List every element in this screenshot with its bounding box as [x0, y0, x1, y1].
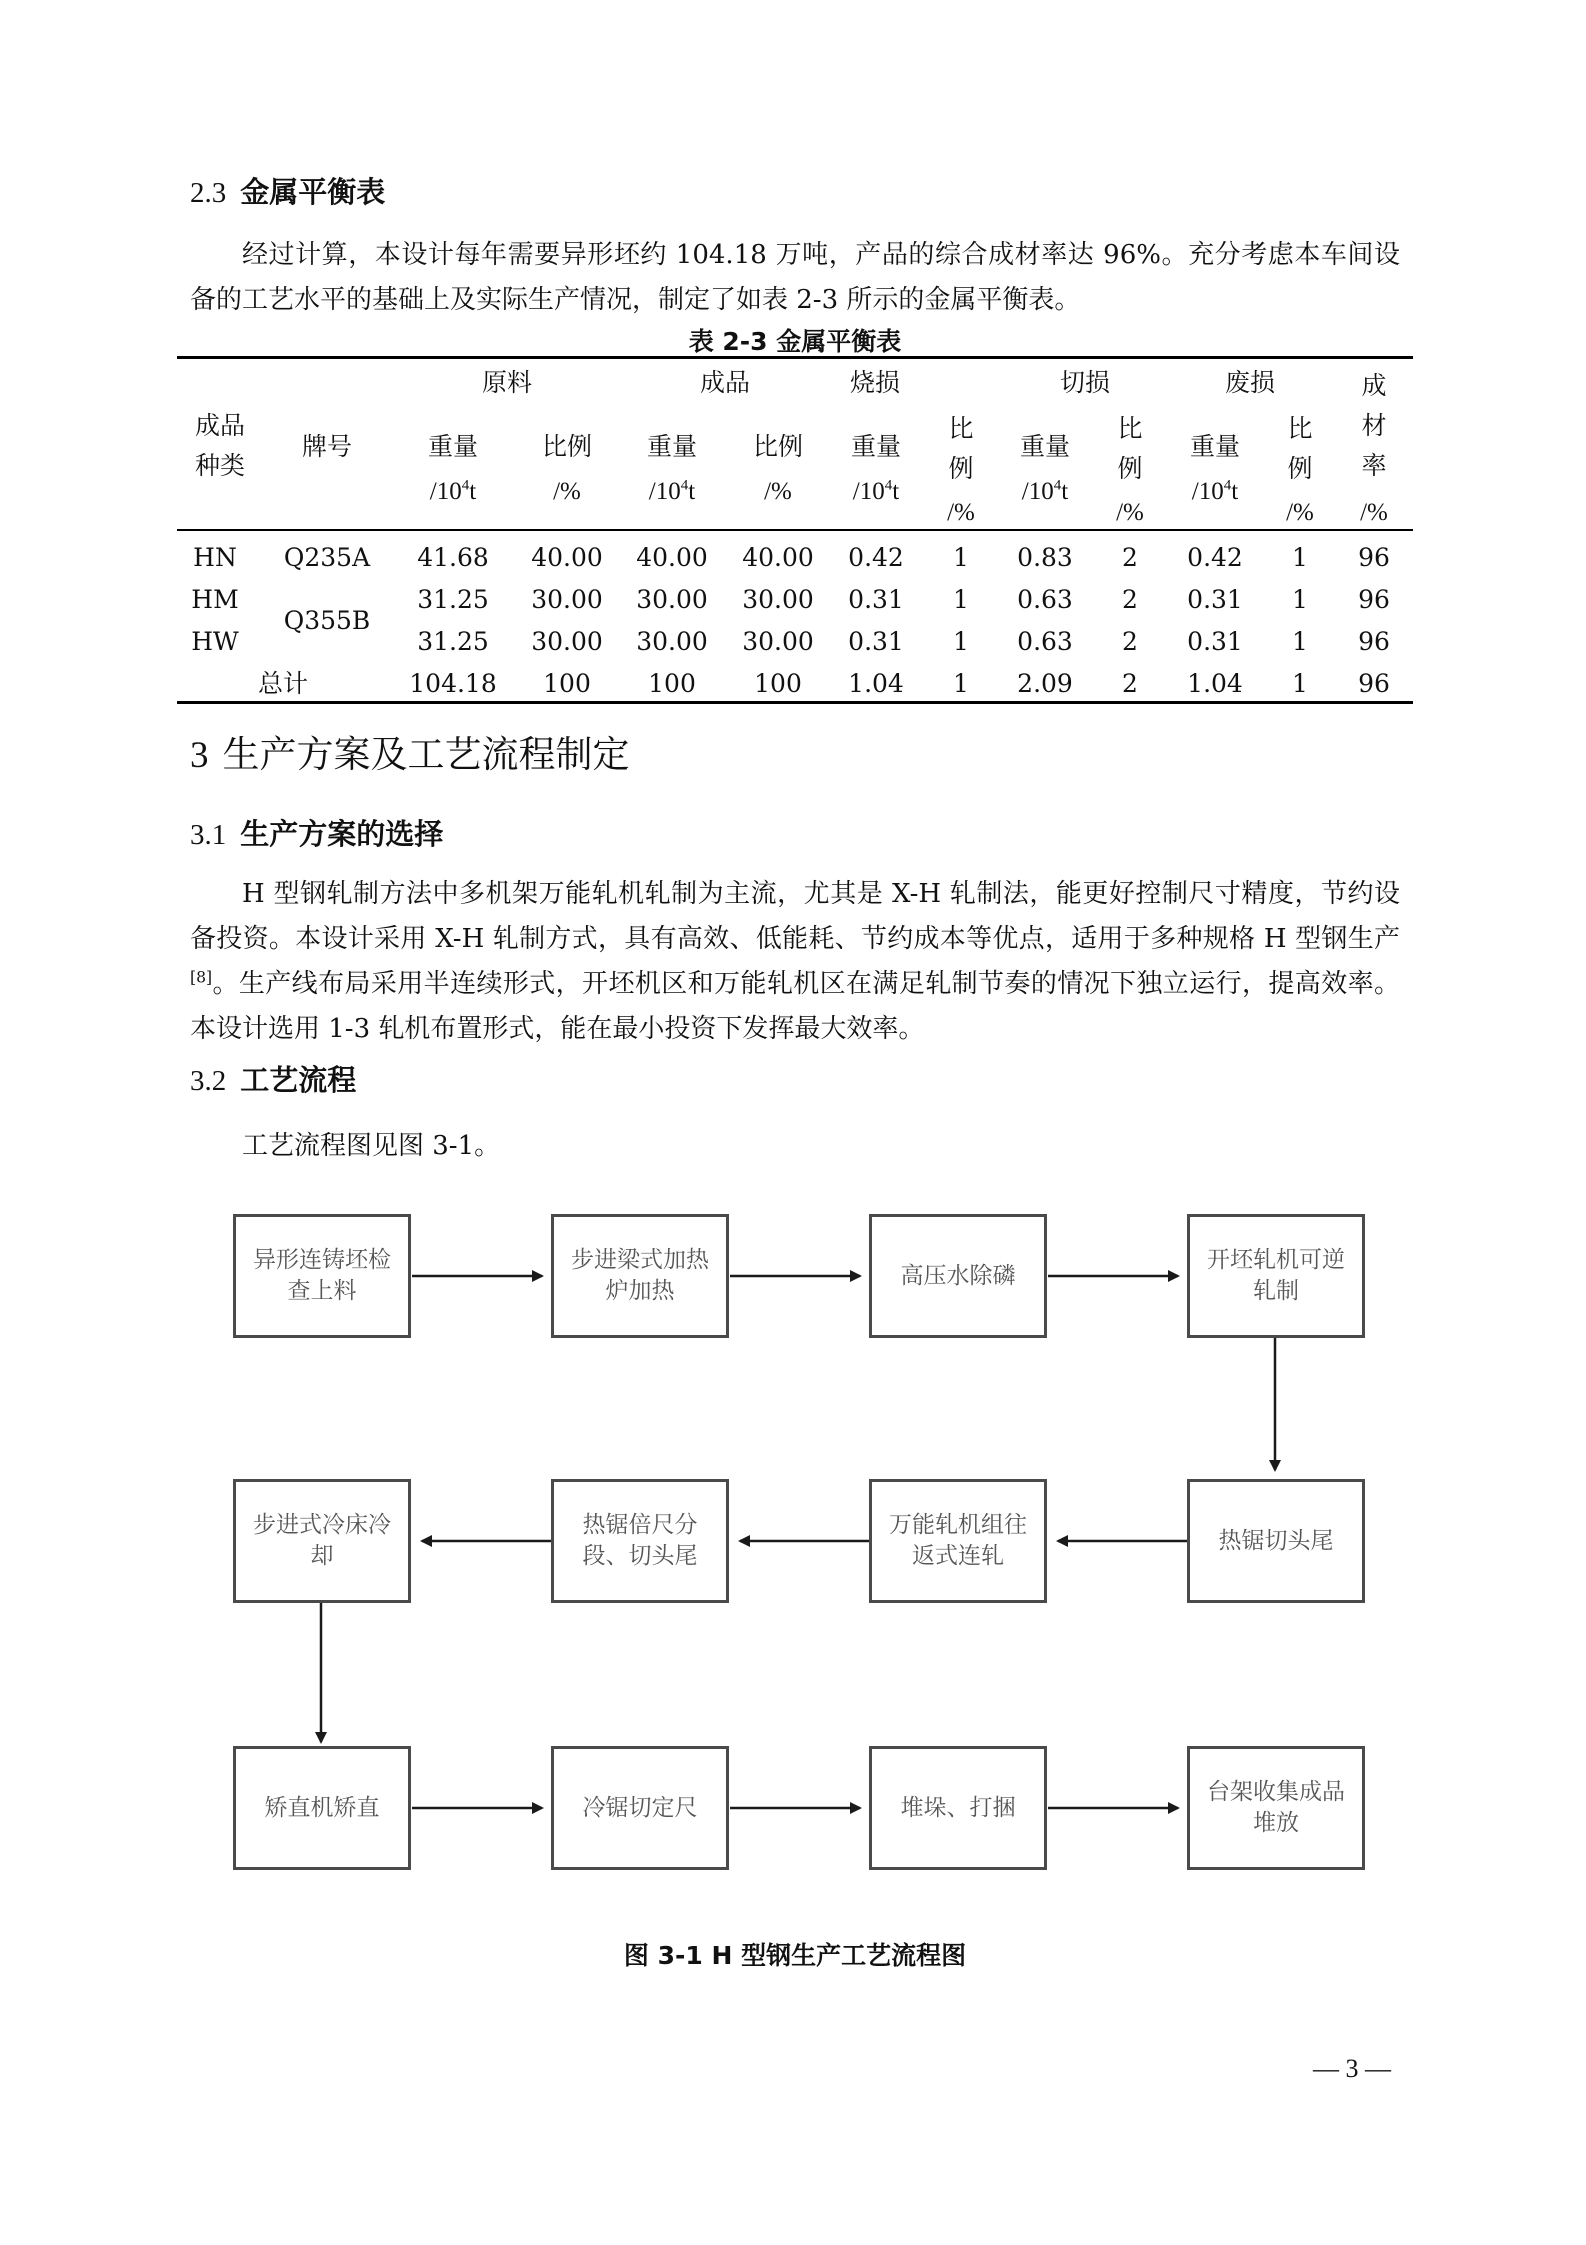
intro-paragraph: 经过计算，本设计每年需要异形坯约 104.18 万吨，产品的综合成材率达 96%。充分考虑本车间设备的工艺水平的基础上及实际生产情况，制定了如表 2-3 所示的金属平衡表。 [190, 240, 1400, 315]
flow-step-4: 开坯轧机可逆轧制 [1187, 1214, 1365, 1338]
table-cell: 1 [1292, 543, 1308, 572]
table-cell: 0.63 [1017, 585, 1073, 614]
table-cell-grade: Q235A [283, 543, 371, 572]
table-cell: 2 [1122, 585, 1138, 614]
table-cell: 0.31 [848, 627, 904, 656]
chapter-title: 生产方案及工艺流程制定 [222, 733, 630, 776]
paragraph-3-2: 工艺流程图见图 3-1。 [242, 1131, 501, 1161]
section-number: 2.3 [190, 177, 227, 209]
unit-ratio-burn: /% [947, 499, 975, 526]
chapter-number: 3 [190, 735, 209, 776]
flow-step-9: 矫直机矫直 [233, 1746, 411, 1870]
table-caption: 表 2-3 金属平衡表 [688, 327, 902, 356]
table-cell: 1 [1292, 585, 1308, 614]
table-cell-total: 1.04 [848, 669, 904, 698]
table-cell: 0.31 [848, 585, 904, 614]
table-cell-total-label: 总计 [257, 669, 309, 698]
table-cell: 31.25 [417, 627, 489, 656]
table-cell-total: 1.04 [1187, 669, 1243, 698]
header-grade: 牌号 [301, 432, 353, 461]
unit-weight-cut: $/10^4t$ [1021, 477, 1069, 505]
header-weight-raw: 重量 [427, 432, 479, 461]
unit-ratio-cut: /% [1116, 499, 1144, 526]
table-cell-total: 2 [1122, 669, 1138, 698]
table-cell: 0.63 [1017, 627, 1073, 656]
unit-weight-scrap: $/10^4t$ [1191, 477, 1239, 505]
table-cell: 2 [1122, 543, 1138, 572]
figure-caption: 图 3-1 H 型钢生产工艺流程图 [623, 1941, 967, 1970]
table-cell: 1 [953, 543, 969, 572]
table-cell: 40.00 [531, 543, 603, 572]
table-cell: 30.00 [636, 627, 708, 656]
section-number: 3.2 [190, 1065, 227, 1097]
section-title: 金属平衡表 [240, 175, 386, 209]
table-cell-total: 1 [953, 669, 969, 698]
table-cell: 30.00 [742, 627, 814, 656]
table-cell: 30.00 [636, 585, 708, 614]
header-scrap: 废损 [1224, 368, 1276, 397]
flow-step-7: 热锯倍尺分段、切头尾 [551, 1479, 729, 1603]
table-cell: 96 [1358, 585, 1390, 614]
unit-ratio-product: /% [764, 478, 792, 505]
table-cell: 2 [1122, 627, 1138, 656]
table-cell: 40.00 [636, 543, 708, 572]
flow-step-5: 热锯切头尾 [1187, 1479, 1365, 1603]
header-weight-cut: 重量 [1019, 432, 1071, 461]
table-cell: 30.00 [742, 585, 814, 614]
flow-step-12: 台架收集成品堆放 [1187, 1746, 1365, 1870]
unit-weight-burn: $/10^4t$ [852, 477, 900, 505]
header-raw: 原料 [481, 368, 533, 397]
header-ratio-product: 比例 [752, 432, 804, 461]
table-cell: 0.42 [1187, 543, 1243, 572]
table-cell-total: 100 [754, 669, 802, 698]
header-weight-burn: 重量 [850, 432, 902, 461]
paragraph-3-1: H 型钢轧制方法中多机架万能轧机轧制为主流，尤其是 X-H 轧制法，能更好控制尺寸精度，节约设备投资。本设计采用 X-H 轧制方式，具有高效、低能耗、节约成本等优点，适用于多种规格 H 型钢生产[8]。生产线布局采用半连续形式，开坯机区和万能轧机区在满足轧制节奏的情况下独立运行，提高效率。本设计选用 1-3 轧机布置形式，能在最小投资下发挥最大效率。 [190, 879, 1400, 1044]
table-cell: 0.42 [848, 543, 904, 572]
unit-ratio-scrap: /% [1286, 499, 1314, 526]
header-burn: 烧损 [849, 368, 901, 397]
table-cell-total: 1 [1292, 669, 1308, 698]
unit-ratio-raw: /% [553, 478, 581, 505]
flow-step-10: 冷锯切定尺 [551, 1746, 729, 1870]
table-cell: 30.00 [531, 585, 603, 614]
table-cell-type: HW [191, 627, 239, 656]
header-ratio-cut: 比例 [1117, 414, 1143, 483]
flow-step-8: 步进式冷床冷却 [233, 1479, 411, 1603]
section-title: 生产方案的选择 [240, 817, 444, 851]
table-cell: 0.31 [1187, 585, 1243, 614]
section-title: 工艺流程 [240, 1063, 357, 1097]
table-cell-total: 96 [1358, 669, 1390, 698]
header-ratio-scrap: 比例 [1287, 414, 1313, 483]
table-cell: 1 [1292, 627, 1308, 656]
header-product-type: 成品种类 [194, 411, 245, 480]
flow-step-6: 万能轧机组往返式连轧 [869, 1479, 1047, 1603]
table-cell: 0.31 [1187, 627, 1243, 656]
table-cell-type: HM [191, 585, 239, 614]
section-number: 3.1 [190, 819, 227, 851]
table-cell: 1 [953, 627, 969, 656]
header-weight-scrap: 重量 [1189, 432, 1241, 461]
unit-weight-raw: $/10^4t$ [429, 477, 477, 505]
flow-step-1: 异形连铸坯检查上料 [233, 1214, 411, 1338]
header-yield: 成材率 [1361, 371, 1387, 480]
unit-yield: /% [1360, 499, 1388, 526]
header-product: 成品 [699, 368, 751, 397]
table-cell-total: 104.18 [409, 669, 497, 698]
table-cell: 31.25 [417, 585, 489, 614]
page-number: — 3 — [1313, 2054, 1391, 2083]
citation: [8] [190, 968, 213, 987]
flow-step-11: 堆垛、打捆 [869, 1746, 1047, 1870]
table-cell-total: 100 [648, 669, 696, 698]
flow-step-2: 步进梁式加热炉加热 [551, 1214, 729, 1338]
table-cell-grade-shared: Q355B [283, 606, 371, 635]
table-cell: 41.68 [417, 543, 489, 572]
header-weight-product: 重量 [646, 432, 698, 461]
table-cell: 0.83 [1017, 543, 1073, 572]
table-cell: 1 [953, 585, 969, 614]
table-cell: 40.00 [742, 543, 814, 572]
table-cell-total: 100 [543, 669, 591, 698]
table-cell: 30.00 [531, 627, 603, 656]
flow-step-3: 高压水除磷 [869, 1214, 1047, 1338]
unit-weight-product: $/10^4t$ [648, 477, 696, 505]
table-cell-type: HN [193, 543, 237, 572]
table-cell: 96 [1358, 627, 1390, 656]
table-cell-total: 2.09 [1017, 669, 1073, 698]
header-ratio-raw: 比例 [541, 432, 593, 461]
header-cut: 切损 [1059, 368, 1111, 397]
header-ratio-burn: 比例 [948, 414, 974, 483]
table-cell: 96 [1358, 543, 1390, 572]
